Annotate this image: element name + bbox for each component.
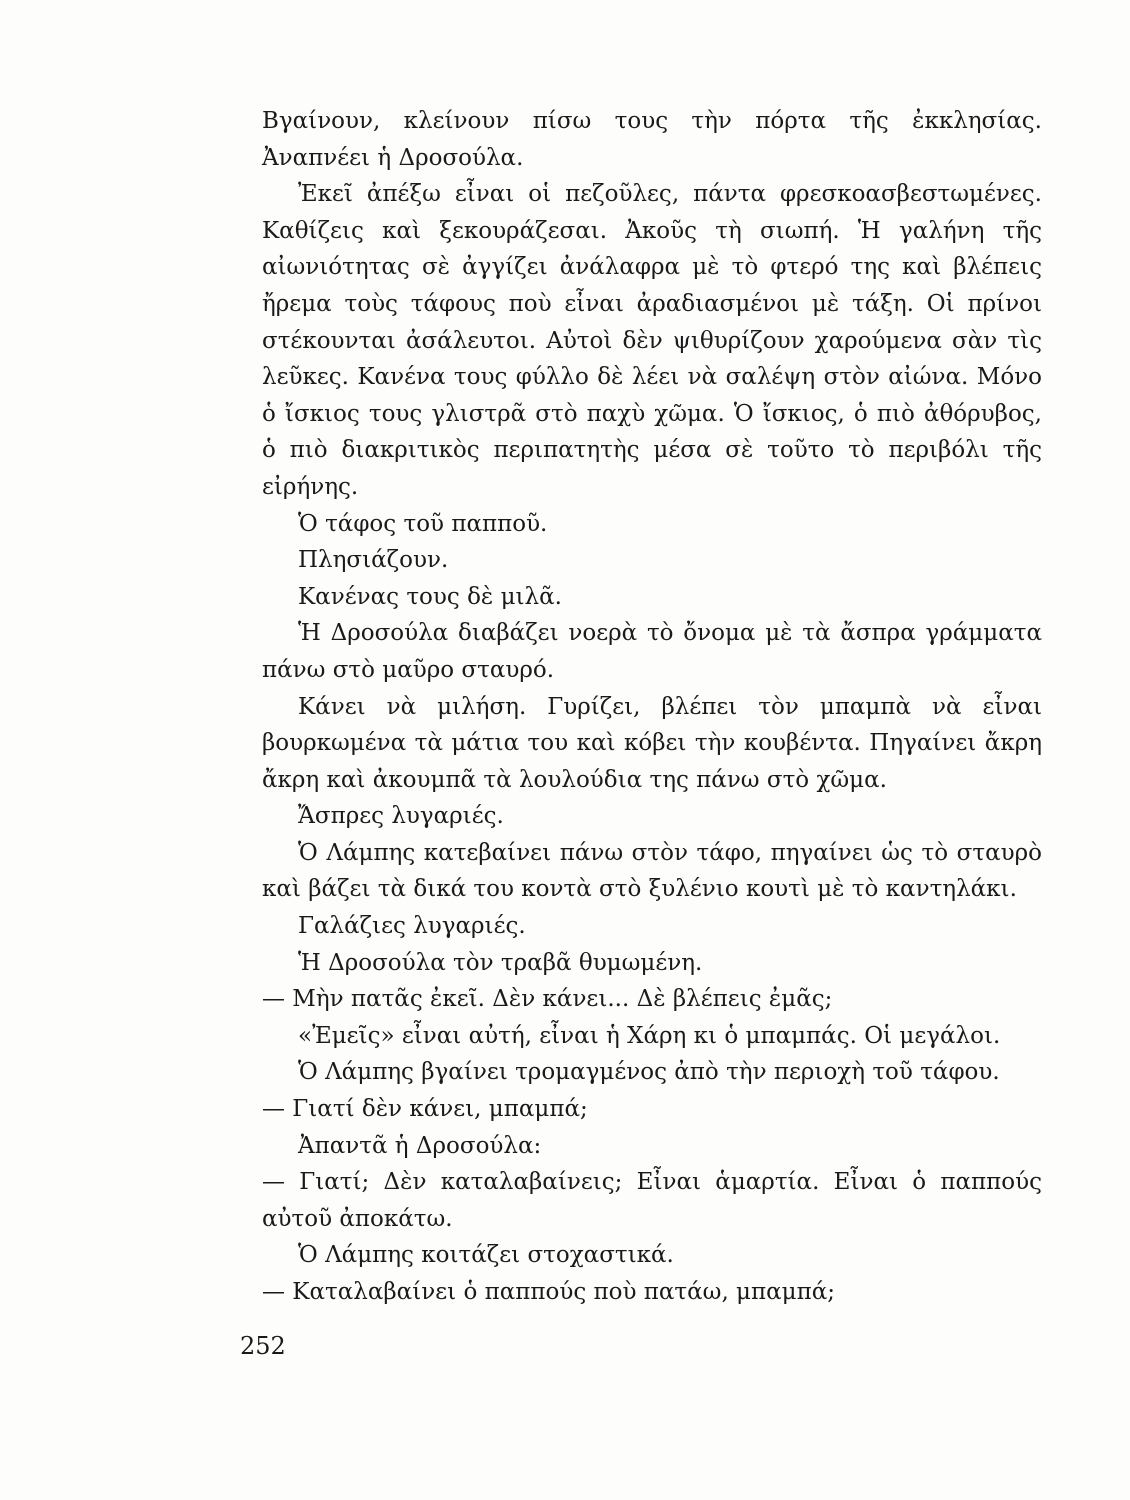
paragraph: Ἡ Δροσούλα τὸν τραβᾶ θυμωμένη. xyxy=(298,949,703,976)
paragraph: Πλησιάζουν. xyxy=(298,547,449,574)
paragraph: Βγαίνουν, κλείνουν πίσω τους τὴν πόρτα τῆς ἐκκλησίας. Ἀναπνέει ἡ Δροσούλα. xyxy=(262,108,1042,171)
paragraph: Ὁ Λάμπης βγαίνει τρομαγμένος ἀπὸ τὴν περιοχὴ τοῦ τάφου. xyxy=(298,1059,1000,1086)
paragraph: Κανένας τους δὲ μιλᾶ. xyxy=(298,583,562,610)
paragraph: Ἡ Δροσούλα διαβάζει νοερὰ τὸ ὄνομα μὲ τὰ ἄσπρα γράμματα πάνω στὸ μαῦρο σταυρό. xyxy=(262,620,1042,683)
dialogue-line: — Μὴν πατᾶς ἐκεῖ. Δὲν κάνει... Δὲ βλέπεις ἐμᾶς; xyxy=(262,986,833,1013)
paragraph: Ἐκεῖ ἀπέξω εἶναι οἱ πεζοῦλες, πάντα φρεσκοασβεστωμένες. Καθίζεις καὶ ξεκουράζεσαι. Ἀκοῦς τὴ σιωπή. Ἡ γαλήνη τῆς αἰωνιότητας σὲ ἀγγίζει ἀνάλαφρα μὲ τὸ φτερό της καὶ βλέπεις ἤρεμα τοὺς τάφους ποὺ εἶναι ἀραδιασμένοι μὲ τάξη. Οἱ πρίνοι στέκουνται ἀσάλευτοι. Αὐτοὶ δὲν ψιθυρίζουν χαρούμενα σὰν τὶς λεῦκες. Κανένα τους φύλλο δὲ λέει νὰ σαλέψη στὸν αἰώνα. Μόνο ὁ ἴσκιος τους γλιστρᾶ στὸ παχὺ χῶμα. Ὁ ἴσκιος, ὁ πιὸ ἀθόρυβος, ὁ πιὸ διακριτικὸς περιπατητὴς μέσα σὲ τοῦτο τὸ περιβόλι τῆς εἰρήνης. xyxy=(262,181,1042,500)
page-number: 252 xyxy=(240,1332,286,1360)
paragraph: Ἄσπρες λυγαριές. xyxy=(298,803,504,830)
paragraph: Κάνει νὰ μιλήση. Γυρίζει, βλέπει τὸν μπαμπὰ νὰ εἶναι βουρκωμένα τὰ μάτια του καὶ κόβει τὴν κουβέντα. Πηγαίνει ἄκρη ἄκρη καὶ ἀκουμπᾶ τὰ λουλούδια της πάνω στὸ χῶμα. xyxy=(262,693,1042,793)
dialogue-line: — Γιατί δὲν κάνει, μπαμπά; xyxy=(262,1096,588,1123)
paragraph: Ὁ Λάμπης κατεβαίνει πάνω στὸν τάφο, πηγαίνει ὡς τὸ σταυρὸ καὶ βάζει τὰ δικά του κοντὰ στὸ ξυλένιο κουτὶ μὲ τὸ καντηλάκι. xyxy=(262,839,1042,903)
dialogue-line: — Καταλαβαίνει ὁ παππούς ποὺ πατάω, μπαμπά; xyxy=(262,1279,836,1305)
paragraph: Γαλάζιες λυγαριές. xyxy=(298,913,526,940)
paragraph: Ὁ Λάμπης κοιτάζει στοχαστικά. xyxy=(298,1242,674,1269)
paragraph: Ἀπαντᾶ ἡ Δροσούλα: xyxy=(298,1132,542,1159)
paragraph: «Ἐμεῖς» εἶναι αὐτή, εἶναι ἡ Χάρη κι ὁ μπαμπάς. Οἱ μεγάλοι. xyxy=(298,1022,1001,1049)
dialogue-line: — Γιατί; Δὲν καταλαβαίνεις; Εἶναι ἁμαρτία. Εἶναι ὁ παππούς αὐτοῦ ἀποκάτω. xyxy=(262,1169,1042,1232)
paragraph: Ὁ τάφος τοῦ παπποῦ. xyxy=(298,510,548,537)
body-text xyxy=(262,103,1042,1311)
